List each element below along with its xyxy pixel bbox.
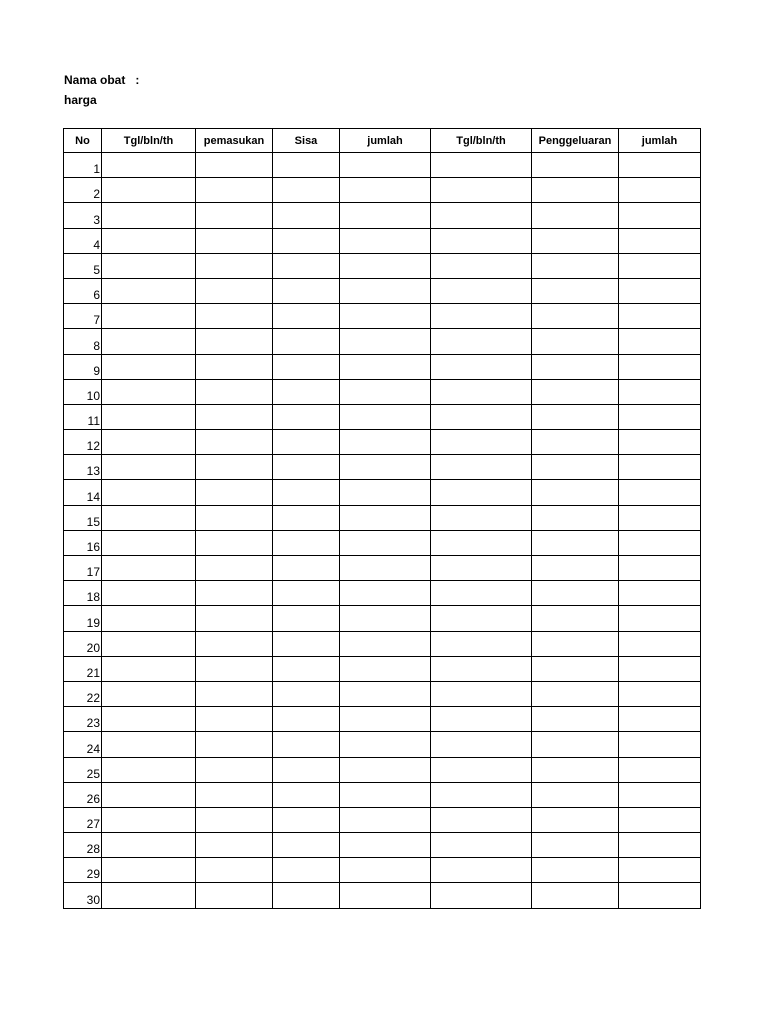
harga-label: harga: [64, 93, 97, 107]
penggeluaran-cell: [532, 883, 619, 908]
sisa-cell: [273, 278, 340, 303]
table-row: [64, 354, 701, 379]
tgl-keluar-cell: [431, 379, 532, 404]
sisa-cell: [273, 404, 340, 429]
table-body: [64, 153, 701, 909]
row-number-cell: 5: [64, 253, 102, 278]
tgl-keluar-cell: [431, 681, 532, 706]
penggeluaran-cell: [532, 354, 619, 379]
tgl-keluar-cell: [431, 178, 532, 203]
tgl-keluar-cell: [431, 253, 532, 278]
row-number-cell: 28: [64, 833, 102, 858]
tgl-keluar-cell: [431, 329, 532, 354]
tgl-keluar-cell: [431, 581, 532, 606]
tgl-masuk-cell: [102, 530, 196, 555]
pemasukan-cell: [196, 530, 273, 555]
sisa-cell: [273, 530, 340, 555]
sisa-cell: [273, 656, 340, 681]
penggeluaran-cell: [532, 404, 619, 429]
jumlah-keluar-cell: [619, 455, 701, 480]
tgl-masuk-cell: [102, 732, 196, 757]
row-number-cell: 2: [64, 178, 102, 203]
jumlah-masuk-cell: [340, 757, 431, 782]
penggeluaran-cell: [532, 556, 619, 581]
sisa-cell: [273, 304, 340, 329]
tgl-keluar-cell: [431, 404, 532, 429]
penggeluaran-cell: [532, 858, 619, 883]
jumlah-masuk-cell: [340, 304, 431, 329]
table-row: [64, 505, 701, 530]
tgl-masuk-cell: [102, 253, 196, 278]
jumlah-keluar-cell: [619, 883, 701, 908]
tgl-keluar-cell: [431, 304, 532, 329]
table-row: [64, 278, 701, 303]
tgl-masuk-cell: [102, 455, 196, 480]
table-row: [64, 329, 701, 354]
pemasukan-cell: [196, 203, 273, 228]
col-header-jumlah-keluar: jumlah: [619, 129, 701, 153]
row-number-cell: 3: [64, 203, 102, 228]
pemasukan-cell: [196, 757, 273, 782]
jumlah-masuk-cell: [340, 379, 431, 404]
table-row: [64, 883, 701, 908]
pemasukan-cell: [196, 883, 273, 908]
row-number-cell: 21: [64, 656, 102, 681]
pemasukan-cell: [196, 430, 273, 455]
pemasukan-cell: [196, 606, 273, 631]
pemasukan-cell: [196, 304, 273, 329]
sisa-cell: [273, 681, 340, 706]
row-number-cell: 7: [64, 304, 102, 329]
jumlah-masuk-cell: [340, 707, 431, 732]
tgl-keluar-cell: [431, 153, 532, 178]
table-row: [64, 858, 701, 883]
sisa-cell: [273, 606, 340, 631]
col-header-pemasukan: pemasukan: [196, 129, 273, 153]
penggeluaran-cell: [532, 833, 619, 858]
table-row: [64, 153, 701, 178]
penggeluaran-cell: [532, 430, 619, 455]
sisa-cell: [273, 581, 340, 606]
sisa-cell: [273, 379, 340, 404]
pemasukan-cell: [196, 253, 273, 278]
table-row: [64, 455, 701, 480]
table-row: [64, 656, 701, 681]
table-row: [64, 228, 701, 253]
tgl-masuk-cell: [102, 304, 196, 329]
tgl-masuk-cell: [102, 228, 196, 253]
jumlah-keluar-cell: [619, 631, 701, 656]
row-number-cell: 13: [64, 455, 102, 480]
sisa-cell: [273, 757, 340, 782]
tgl-masuk-cell: [102, 278, 196, 303]
sisa-cell: [273, 178, 340, 203]
tgl-masuk-cell: [102, 707, 196, 732]
jumlah-masuk-cell: [340, 480, 431, 505]
tgl-masuk-cell: [102, 656, 196, 681]
jumlah-masuk-cell: [340, 203, 431, 228]
tgl-keluar-cell: [431, 480, 532, 505]
row-number-cell: 16: [64, 530, 102, 555]
table-row: [64, 833, 701, 858]
row-number-cell: 6: [64, 278, 102, 303]
penggeluaran-cell: [532, 732, 619, 757]
table-row: [64, 807, 701, 832]
jumlah-keluar-cell: [619, 480, 701, 505]
col-header-no: No: [64, 129, 102, 153]
tgl-keluar-cell: [431, 606, 532, 631]
table-row: [64, 404, 701, 429]
col-header-penggeluaran: Penggeluaran: [532, 129, 619, 153]
table-row: [64, 379, 701, 404]
tgl-keluar-cell: [431, 707, 532, 732]
jumlah-masuk-cell: [340, 404, 431, 429]
jumlah-keluar-cell: [619, 153, 701, 178]
row-number-cell: 9: [64, 354, 102, 379]
jumlah-keluar-cell: [619, 757, 701, 782]
jumlah-masuk-cell: [340, 581, 431, 606]
jumlah-keluar-cell: [619, 807, 701, 832]
sisa-cell: [273, 505, 340, 530]
tgl-masuk-cell: [102, 354, 196, 379]
pemasukan-cell: [196, 833, 273, 858]
tgl-keluar-cell: [431, 732, 532, 757]
jumlah-masuk-cell: [340, 556, 431, 581]
tgl-masuk-cell: [102, 480, 196, 505]
jumlah-keluar-cell: [619, 329, 701, 354]
sisa-cell: [273, 707, 340, 732]
jumlah-masuk-cell: [340, 606, 431, 631]
tgl-masuk-cell: [102, 782, 196, 807]
pemasukan-cell: [196, 455, 273, 480]
penggeluaran-cell: [532, 656, 619, 681]
table-row: [64, 782, 701, 807]
sisa-cell: [273, 782, 340, 807]
tgl-keluar-cell: [431, 883, 532, 908]
tgl-masuk-cell: [102, 203, 196, 228]
tgl-masuk-cell: [102, 153, 196, 178]
jumlah-keluar-cell: [619, 178, 701, 203]
tgl-keluar-cell: [431, 530, 532, 555]
jumlah-masuk-cell: [340, 833, 431, 858]
tgl-keluar-cell: [431, 203, 532, 228]
nama-obat-line: [64, 70, 139, 90]
tgl-masuk-cell: [102, 556, 196, 581]
sisa-cell: [273, 430, 340, 455]
jumlah-keluar-cell: [619, 505, 701, 530]
table-row: [64, 707, 701, 732]
table-row: [64, 757, 701, 782]
tgl-keluar-cell: [431, 631, 532, 656]
penggeluaran-cell: [532, 505, 619, 530]
sisa-cell: [273, 833, 340, 858]
sisa-cell: [273, 455, 340, 480]
sisa-cell: [273, 354, 340, 379]
pemasukan-cell: [196, 480, 273, 505]
sisa-cell: [273, 329, 340, 354]
table-row: [64, 253, 701, 278]
pemasukan-cell: [196, 404, 273, 429]
jumlah-masuk-cell: [340, 153, 431, 178]
sisa-cell: [273, 556, 340, 581]
jumlah-masuk-cell: [340, 782, 431, 807]
penggeluaran-cell: [532, 178, 619, 203]
tgl-masuk-cell: [102, 404, 196, 429]
penggeluaran-cell: [532, 329, 619, 354]
table-row: [64, 556, 701, 581]
row-number-cell: 17: [64, 556, 102, 581]
jumlah-keluar-cell: [619, 354, 701, 379]
row-number-cell: 10: [64, 379, 102, 404]
col-header-sisa: Sisa: [273, 129, 340, 153]
row-number-cell: 11: [64, 404, 102, 429]
tgl-keluar-cell: [431, 757, 532, 782]
document-header: [64, 70, 139, 110]
sisa-cell: [273, 253, 340, 278]
jumlah-keluar-cell: [619, 228, 701, 253]
table-row: [64, 178, 701, 203]
sisa-cell: [273, 203, 340, 228]
penggeluaran-cell: [532, 278, 619, 303]
jumlah-masuk-cell: [340, 455, 431, 480]
jumlah-masuk-cell: [340, 430, 431, 455]
table-row: [64, 581, 701, 606]
sisa-cell: [273, 883, 340, 908]
jumlah-keluar-cell: [619, 203, 701, 228]
col-header-tgl-masuk: Tgl/bln/th: [102, 129, 196, 153]
jumlah-keluar-cell: [619, 430, 701, 455]
penggeluaran-cell: [532, 631, 619, 656]
row-number-cell: 4: [64, 228, 102, 253]
jumlah-masuk-cell: [340, 505, 431, 530]
tgl-keluar-cell: [431, 455, 532, 480]
row-number-cell: 12: [64, 430, 102, 455]
penggeluaran-cell: [532, 807, 619, 832]
tgl-masuk-cell: [102, 430, 196, 455]
jumlah-masuk-cell: [340, 681, 431, 706]
jumlah-keluar-cell: [619, 707, 701, 732]
penggeluaran-cell: [532, 757, 619, 782]
jumlah-masuk-cell: [340, 178, 431, 203]
pemasukan-cell: [196, 178, 273, 203]
row-number-cell: 30: [64, 883, 102, 908]
sisa-cell: [273, 631, 340, 656]
pemasukan-cell: [196, 681, 273, 706]
jumlah-keluar-cell: [619, 732, 701, 757]
penggeluaran-cell: [532, 455, 619, 480]
tgl-masuk-cell: [102, 329, 196, 354]
tgl-keluar-cell: [431, 505, 532, 530]
tgl-masuk-cell: [102, 379, 196, 404]
table-row: [64, 631, 701, 656]
jumlah-masuk-cell: [340, 858, 431, 883]
row-number-cell: 25: [64, 757, 102, 782]
jumlah-masuk-cell: [340, 631, 431, 656]
jumlah-masuk-cell: [340, 278, 431, 303]
sisa-cell: [273, 228, 340, 253]
tgl-masuk-cell: [102, 606, 196, 631]
jumlah-keluar-cell: [619, 681, 701, 706]
col-header-jumlah-masuk: jumlah: [340, 129, 431, 153]
pemasukan-cell: [196, 631, 273, 656]
tgl-keluar-cell: [431, 278, 532, 303]
penggeluaran-cell: [532, 304, 619, 329]
row-number-cell: 29: [64, 858, 102, 883]
jumlah-keluar-cell: [619, 656, 701, 681]
row-number-cell: 24: [64, 732, 102, 757]
tgl-keluar-cell: [431, 656, 532, 681]
penggeluaran-cell: [532, 681, 619, 706]
tgl-masuk-cell: [102, 581, 196, 606]
harga-line: [64, 90, 139, 110]
penggeluaran-cell: [532, 153, 619, 178]
table-row: [64, 203, 701, 228]
tgl-masuk-cell: [102, 631, 196, 656]
jumlah-keluar-cell: [619, 833, 701, 858]
tgl-masuk-cell: [102, 505, 196, 530]
penggeluaran-cell: [532, 480, 619, 505]
tgl-masuk-cell: [102, 757, 196, 782]
tgl-masuk-cell: [102, 858, 196, 883]
pemasukan-cell: [196, 858, 273, 883]
sisa-cell: [273, 858, 340, 883]
sisa-cell: [273, 732, 340, 757]
row-number-cell: 14: [64, 480, 102, 505]
pemasukan-cell: [196, 807, 273, 832]
penggeluaran-cell: [532, 707, 619, 732]
row-number-cell: 22: [64, 681, 102, 706]
row-number-cell: 18: [64, 581, 102, 606]
row-number-cell: 1: [64, 153, 102, 178]
jumlah-keluar-cell: [619, 530, 701, 555]
jumlah-masuk-cell: [340, 732, 431, 757]
jumlah-masuk-cell: [340, 354, 431, 379]
tgl-keluar-cell: [431, 556, 532, 581]
tgl-masuk-cell: [102, 833, 196, 858]
pemasukan-cell: [196, 379, 273, 404]
pemasukan-cell: [196, 505, 273, 530]
pemasukan-cell: [196, 329, 273, 354]
tgl-keluar-cell: [431, 807, 532, 832]
row-number-cell: 26: [64, 782, 102, 807]
jumlah-keluar-cell: [619, 379, 701, 404]
pemasukan-cell: [196, 354, 273, 379]
tgl-masuk-cell: [102, 178, 196, 203]
col-header-tgl-keluar: Tgl/bln/th: [431, 129, 532, 153]
stock-ledger-table: [63, 128, 701, 909]
jumlah-keluar-cell: [619, 782, 701, 807]
row-number-cell: 20: [64, 631, 102, 656]
pemasukan-cell: [196, 228, 273, 253]
jumlah-masuk-cell: [340, 253, 431, 278]
jumlah-masuk-cell: [340, 530, 431, 555]
jumlah-keluar-cell: [619, 304, 701, 329]
table-row: [64, 681, 701, 706]
jumlah-keluar-cell: [619, 278, 701, 303]
pemasukan-cell: [196, 707, 273, 732]
table-row: [64, 606, 701, 631]
penggeluaran-cell: [532, 581, 619, 606]
pemasukan-cell: [196, 278, 273, 303]
sisa-cell: [273, 480, 340, 505]
tgl-keluar-cell: [431, 228, 532, 253]
penggeluaran-cell: [532, 606, 619, 631]
jumlah-masuk-cell: [340, 329, 431, 354]
nama-obat-label: Nama obat: [64, 73, 126, 87]
pemasukan-cell: [196, 782, 273, 807]
tgl-keluar-cell: [431, 782, 532, 807]
jumlah-keluar-cell: [619, 858, 701, 883]
jumlah-keluar-cell: [619, 606, 701, 631]
jumlah-masuk-cell: [340, 228, 431, 253]
table-row: [64, 430, 701, 455]
tgl-masuk-cell: [102, 883, 196, 908]
pemasukan-cell: [196, 656, 273, 681]
tgl-masuk-cell: [102, 681, 196, 706]
table-row: [64, 732, 701, 757]
tgl-keluar-cell: [431, 858, 532, 883]
jumlah-keluar-cell: [619, 556, 701, 581]
tgl-masuk-cell: [102, 807, 196, 832]
tgl-keluar-cell: [431, 430, 532, 455]
jumlah-masuk-cell: [340, 656, 431, 681]
jumlah-keluar-cell: [619, 581, 701, 606]
tgl-keluar-cell: [431, 833, 532, 858]
penggeluaran-cell: [532, 228, 619, 253]
row-number-cell: 27: [64, 807, 102, 832]
nama-obat-separator: :: [135, 73, 140, 87]
table-header-row: [64, 129, 701, 153]
pemasukan-cell: [196, 732, 273, 757]
penggeluaran-cell: [532, 253, 619, 278]
jumlah-keluar-cell: [619, 404, 701, 429]
row-number-cell: 23: [64, 707, 102, 732]
table-row: [64, 480, 701, 505]
row-number-cell: 19: [64, 606, 102, 631]
row-number-cell: 8: [64, 329, 102, 354]
jumlah-masuk-cell: [340, 807, 431, 832]
pemasukan-cell: [196, 581, 273, 606]
penggeluaran-cell: [532, 203, 619, 228]
row-number-cell: 15: [64, 505, 102, 530]
pemasukan-cell: [196, 153, 273, 178]
penggeluaran-cell: [532, 782, 619, 807]
table-row: [64, 530, 701, 555]
tgl-keluar-cell: [431, 354, 532, 379]
sisa-cell: [273, 153, 340, 178]
jumlah-keluar-cell: [619, 253, 701, 278]
penggeluaran-cell: [532, 379, 619, 404]
jumlah-masuk-cell: [340, 883, 431, 908]
penggeluaran-cell: [532, 530, 619, 555]
table-row: [64, 304, 701, 329]
sisa-cell: [273, 807, 340, 832]
pemasukan-cell: [196, 556, 273, 581]
